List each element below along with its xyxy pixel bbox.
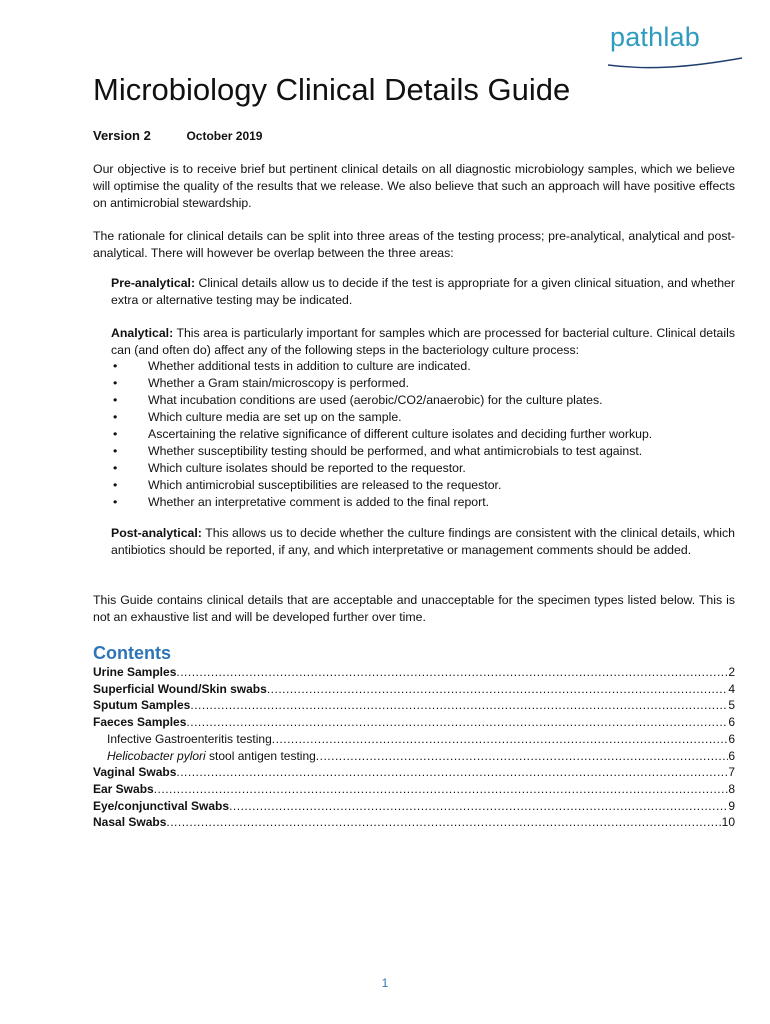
toc-entry-title[interactable]: Vaginal Swabs: [93, 765, 177, 780]
toc-dot-leader: [190, 697, 728, 714]
logo-wordmark: pathlab: [610, 22, 700, 52]
toc-entry[interactable]: [93, 731, 735, 748]
toc-entry[interactable]: [93, 697, 735, 714]
toc-entry-title[interactable]: Eye/conjunctival Swabs: [93, 798, 230, 813]
toc-page-number: 6: [728, 715, 735, 730]
rationale-paragraph: The rationale for clinical details can be split into three areas of the testing process; pre-analytical, analytical and post-analytical. There will however be overlap between the three areas:: [93, 229, 735, 260]
post-analytical-label: Post-analytical:: [111, 526, 202, 540]
toc-dot-leader: [176, 764, 728, 781]
toc-dot-leader: [154, 781, 729, 798]
bullet-item: [111, 392, 735, 409]
bullet-item: [111, 460, 735, 477]
toc-entry[interactable]: [93, 681, 735, 698]
bullet-item: [111, 375, 735, 392]
bullet-item: [111, 443, 735, 460]
bullet-text: Whether an interpretative comment is added to the final report.: [148, 495, 490, 509]
toc-dot-leader: [267, 681, 729, 698]
toc-page-number: 4: [728, 681, 735, 696]
analytical-label: Analytical:: [111, 326, 174, 340]
document-title: Microbiology Clinical Details Guide: [93, 72, 571, 107]
toc-entry-title[interactable]: Infective Gastroenteritis testing: [107, 731, 272, 746]
bullet-item: [111, 494, 735, 511]
toc-dot-leader: [176, 664, 728, 681]
toc-entry-title[interactable]: Nasal Swabs: [93, 815, 167, 830]
bullet-item: [111, 358, 735, 375]
toc-entry[interactable]: [93, 748, 735, 765]
table-of-contents: [93, 664, 735, 831]
bullet-text: Whether susceptibility testing should be performed, and what antimicrobials to test against.: [148, 444, 643, 458]
pre-analytical-label: Pre-analytical:: [111, 276, 196, 290]
toc-entry[interactable]: [93, 814, 735, 831]
bullet-text: What incubation conditions are used (aerobic/CO2/anaerobic) for the culture plates.: [148, 393, 603, 407]
bullet-item: [111, 409, 735, 426]
analytical-paragraph: [111, 325, 735, 359]
pre-analytical-paragraph: [111, 275, 735, 309]
toc-entry[interactable]: [93, 714, 735, 731]
post-analytical-paragraph: [111, 525, 735, 559]
toc-entry-title[interactable]: [107, 748, 316, 765]
bullet-text: Which culture isolates should be reported to the requestor.: [148, 461, 466, 475]
version-date: October 2019: [186, 129, 263, 143]
toc-entry[interactable]: [93, 764, 735, 781]
toc-dot-leader: [186, 714, 728, 731]
analytical-text: This area is particularly important for samples which are processed for bacterial culture. Clinical details can (and often do) affect any of the following steps in the bacteriology culture process:: [111, 326, 735, 357]
bullet-dot-icon: •: [113, 427, 118, 441]
toc-entry-title[interactable]: Superficial Wound/Skin swabs: [93, 681, 267, 696]
bullet-dot-icon: •: [113, 478, 118, 492]
toc-page-number: 10: [721, 815, 735, 830]
page-number: 1: [381, 976, 389, 990]
toc-page-number: 2: [728, 665, 735, 679]
bullet-dot-icon: •: [113, 495, 118, 509]
bullet-dot-icon: •: [113, 461, 118, 475]
toc-page-number: 9: [728, 798, 735, 813]
toc-entry[interactable]: [93, 781, 735, 798]
logo-swoosh-icon: [606, 56, 746, 70]
toc-page-number: 8: [728, 781, 735, 796]
toc-dot-leader: [272, 731, 729, 748]
bullet-dot-icon: •: [113, 359, 118, 373]
bullet-text: Whether additional tests in addition to culture are indicated.: [148, 359, 471, 373]
bullet-text: Whether a Gram stain/microscopy is performed.: [148, 376, 410, 390]
toc-entry-title-rest: stool antigen testing: [205, 748, 316, 763]
toc-page-number: 5: [728, 698, 735, 713]
toc-dot-leader: [229, 798, 728, 815]
bullet-dot-icon: •: [113, 393, 118, 407]
bullet-item: [111, 477, 735, 494]
toc-page-number: 7: [728, 765, 735, 780]
toc-entry-title[interactable]: Sputum Samples: [93, 698, 191, 713]
toc-page-number: 6: [728, 748, 735, 763]
version-line: [93, 128, 262, 143]
version-label: Version 2: [93, 128, 151, 143]
toc-entry-title-italic: Helicobacter pylori: [107, 748, 206, 763]
toc-entry-title[interactable]: Urine Samples: [93, 665, 177, 679]
toc-dot-leader: [316, 748, 729, 765]
toc-entry-title[interactable]: Faeces Samples: [93, 715, 187, 730]
pathlab-logo: [606, 22, 746, 72]
toc-entry[interactable]: [93, 664, 735, 681]
bullet-text: Which antimicrobial susceptibilities are released to the requestor.: [148, 478, 502, 492]
bullet-item: [111, 426, 735, 443]
contents-heading: Contents: [93, 643, 171, 663]
bullet-text: Ascertaining the relative significance of different culture isolates and deciding further workup.: [148, 427, 653, 441]
toc-entry-title[interactable]: Ear Swabs: [93, 781, 154, 796]
bullet-dot-icon: •: [113, 376, 118, 390]
post-analytical-text: This allows us to decide whether the culture findings are consistent with the clinical details, which antibiotics should be reported, if any, and which interpretative or management comments should be added.: [111, 526, 735, 557]
bullet-dot-icon: •: [113, 444, 118, 458]
pre-analytical-text: Clinical details allow us to decide if the test is appropriate for a given clinical situation, and whether extra or alternative testing may be indicated.: [111, 276, 735, 307]
objective-paragraph: Our objective is to receive brief but pertinent clinical details on all diagnostic microbiology samples, which we believe will optimise the quality of the results that we release. We also believe that such an approach will have positive effects on antimicrobial stewardship.: [93, 162, 735, 210]
bullet-dot-icon: •: [113, 410, 118, 424]
bullet-text: Which culture media are set up on the sample.: [148, 410, 402, 424]
toc-dot-leader: [166, 814, 721, 831]
toc-page-number: 6: [728, 731, 735, 746]
analytical-steps-list: [111, 358, 735, 511]
guide-note-paragraph: This Guide contains clinical details that are acceptable and unacceptable for the specimen types listed below. This is not an exhaustive list and will be developed further over time.: [93, 593, 735, 624]
toc-entry[interactable]: [93, 798, 735, 815]
